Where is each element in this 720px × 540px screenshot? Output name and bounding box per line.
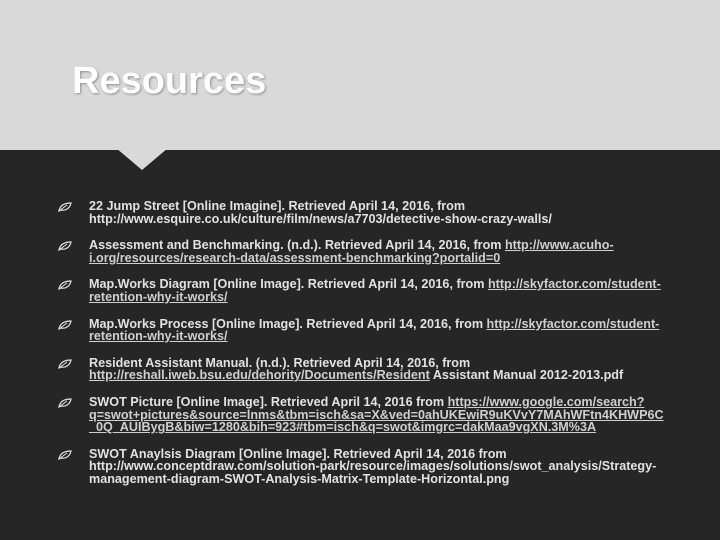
leaf-bullet-icon [58,398,72,408]
reference-link[interactable]: http://www.acuho-i.org/resources/research-data/assessment-benchmarking?portalid=0 [89,238,614,265]
reference-item [58,357,668,382]
reference-link[interactable]: http://reshall.iweb.bsu.edu/dehority/Documents/Resident [89,368,430,383]
reference-text: SWOT Anaylsis Diagram [Online Image]. Retrieved April 14, 2016 from http://www.conceptdraw.com/solution-park/resource/images/solutions/swot_analysis/Strategy-management-diagram-SWOT-Analysis-Matrix-Template-Horizontal.png [89,446,657,486]
leaf-bullet-icon [58,241,72,251]
leaf-bullet-icon [58,320,72,330]
reference-text: 22 Jump Street [Online Imagine]. Retrieved April 14, 2016, from http://www.esquire.co.uk/culture/film/news/a7703/detective-show-crazy-walls/ [89,199,552,226]
reference-text: SWOT Picture [Online Image]. Retrieved April 14, 2016 from [89,394,448,409]
reference-item [58,448,668,486]
title-banner [0,0,720,150]
reference-item [58,200,668,225]
reference-item [58,396,668,434]
slide-title: Resources [72,60,267,102]
leaf-bullet-icon [58,359,72,369]
reference-item [58,239,668,264]
reference-text: Map.Works Process [Online Image]. Retrieved April 14, 2016, from [89,316,487,331]
reference-item [58,318,668,343]
reference-item [58,278,668,303]
leaf-bullet-icon [58,202,72,212]
reference-text: Map.Works Diagram [Online Image]. Retrieved April 14, 2016, from [89,277,488,292]
reference-text: Resident Assistant Manual. (n.d.). Retrieved April 14, 2016, from [89,355,471,370]
leaf-bullet-icon [58,280,72,290]
reference-link[interactable]: http://skyfactor.com/student-retention-why-it-works/ [89,316,660,344]
reference-tail: Assistant Manual 2012-2013.pdf [429,368,624,383]
reference-link[interactable]: https://www.google.com/search?q=swot+pictures&source=lnms&tbm=isch&sa=X&ved=0ahUKEwiR9uKVvY7MAhWFtn4KHWP6C_0Q_AUIBygB&biw=1280&bih=923#tbm=isch&q=swot&imgrc=dakMaa9vgXN.3M%3A [89,394,664,435]
banner-pointer [116,148,168,170]
leaf-bullet-icon [58,450,72,460]
references-list [58,200,668,500]
reference-text: Assessment and Benchmarking. (n.d.). Retrieved April 14, 2016, from [89,238,505,253]
reference-link[interactable]: http://skyfactor.com/student-retention-why-it-works/ [89,277,661,304]
